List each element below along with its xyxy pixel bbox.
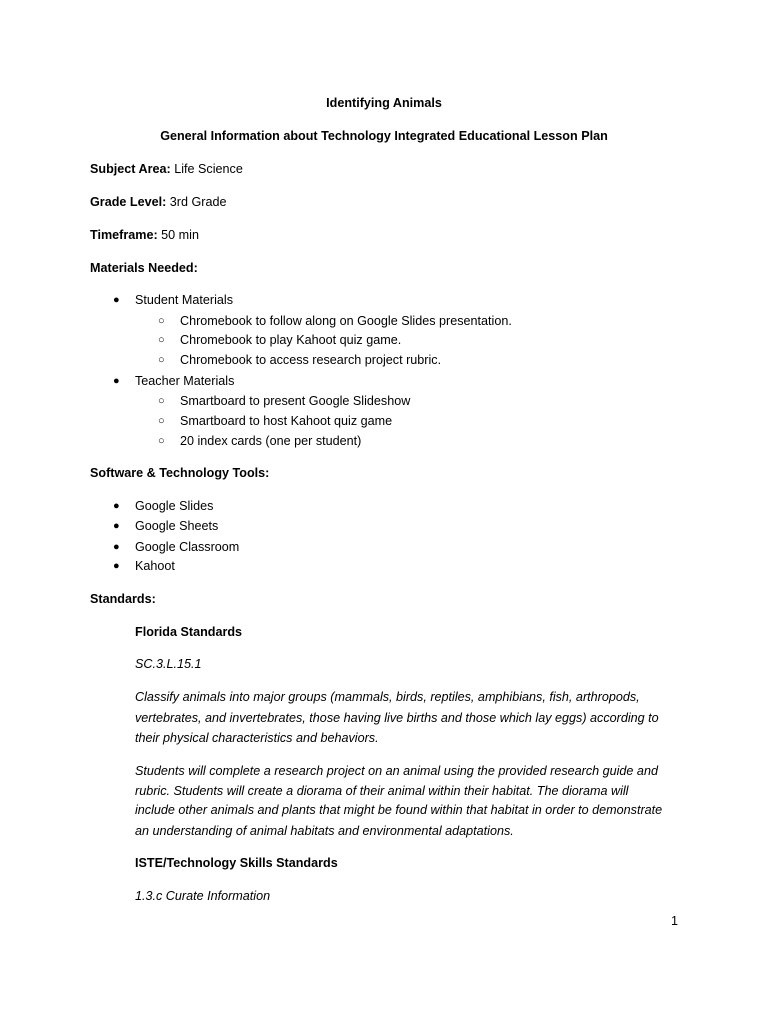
student-materials-label: Student Materials: [135, 293, 234, 307]
paragraph-line: Classify animals into major groups (mammals, birds, reptiles, amphibians, fish, arthropods,: [135, 690, 640, 704]
list-item: Chromebook to follow along on Google Slides presentation.: [180, 314, 512, 328]
list-item: Kahoot: [135, 559, 175, 573]
subject-area-line: [90, 161, 243, 177]
subject-area-value: Life Science: [170, 162, 243, 176]
circle-bullet-icon: ○: [158, 315, 165, 327]
materials-heading: Materials Needed:: [90, 261, 198, 275]
grade-level-label: Grade Level:: [90, 195, 167, 209]
paragraph-line: include other animals and plants that might be found within that habitat in order to demonstrate: [135, 803, 663, 817]
teacher-materials-label: Teacher Materials: [135, 374, 235, 388]
florida-standards-heading: Florida Standards: [135, 625, 243, 639]
grade-level-line: [90, 194, 227, 210]
paragraph-line: vertebrates, and invertebrates, those having live births and those which lay eggs) according to: [135, 711, 659, 725]
subject-area-label: Subject Area:: [90, 162, 171, 176]
timeframe-label: Timeframe:: [90, 228, 158, 242]
paragraph-line: their physical characteristics and behaviors.: [135, 731, 379, 745]
bullet-icon: ●: [113, 560, 120, 572]
circle-bullet-icon: ○: [158, 435, 165, 447]
grade-level-value: 3rd Grade: [166, 195, 227, 209]
list-item: Chromebook to access research project rubric.: [180, 353, 442, 367]
florida-standard-code: SC.3.L.15.1: [135, 657, 202, 671]
software-heading: Software & Technology Tools:: [90, 466, 270, 480]
iste-standard-code: 1.3.c Curate Information: [135, 889, 271, 903]
standards-heading: Standards:: [90, 592, 156, 606]
paragraph-line: an understanding of animal habitats and environmental adaptations.: [135, 824, 514, 838]
bullet-icon: ●: [113, 294, 120, 306]
bullet-icon: ●: [113, 541, 120, 553]
document-subtitle: General Information about Technology Integrated Educational Lesson Plan: [160, 129, 608, 143]
circle-bullet-icon: ○: [158, 395, 165, 407]
list-item: Smartboard to present Google Slideshow: [180, 394, 411, 408]
bullet-icon: ●: [113, 375, 120, 387]
circle-bullet-icon: ○: [158, 334, 165, 346]
bullet-icon: ●: [113, 500, 120, 512]
circle-bullet-icon: ○: [158, 415, 165, 427]
iste-standards-heading: ISTE/Technology Skills Standards: [135, 856, 338, 870]
timeframe-value: 50 min: [157, 228, 199, 242]
list-item: Chromebook to play Kahoot quiz game.: [180, 333, 402, 347]
circle-bullet-icon: ○: [158, 354, 165, 366]
list-item: 20 index cards (one per student): [180, 434, 362, 448]
bullet-icon: ●: [113, 520, 120, 532]
list-item: Google Classroom: [135, 540, 240, 554]
paragraph-line: Students will complete a research project on an animal using the provided research guide and: [135, 764, 658, 778]
list-item: Smartboard to host Kahoot quiz game: [180, 414, 393, 428]
list-item: Google Slides: [135, 499, 214, 513]
list-item: Google Sheets: [135, 519, 219, 533]
paragraph-line: rubric. Students will create a diorama of their animal within their habitat. The diorama will: [135, 784, 629, 798]
document-title: Identifying Animals: [326, 96, 442, 110]
page-number: 1: [671, 914, 679, 928]
timeframe-line: [90, 227, 199, 243]
